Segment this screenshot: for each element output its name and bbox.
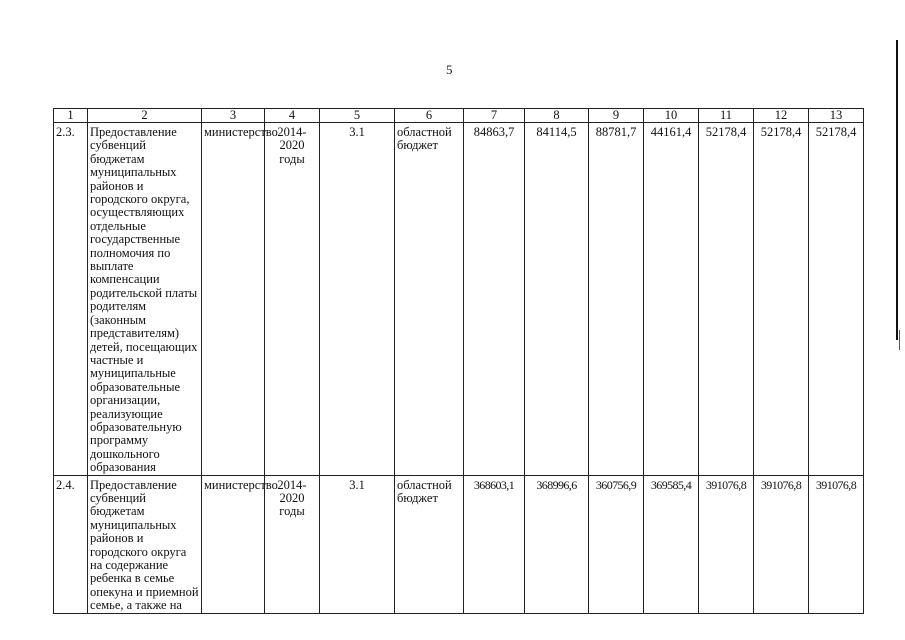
header-cell: 6 [395,109,464,123]
table-row [54,475,864,613]
header-cell: 4 [265,109,320,123]
header-cell: 9 [589,109,644,123]
row-number: 2.3. [54,123,88,476]
measure-name: Предоставление субвенций бюджетам муниципальных районов и городского округа на содержание ребенка в семье опекуна и приемной семье, а также на [88,475,202,613]
executor-cell: министерство [202,475,265,613]
header-row [54,109,864,123]
value-cell: 391076,8 [809,475,864,613]
value-cell: 368996,6 [525,475,589,613]
period-cell: 2014-2020 годы [265,123,320,476]
header-cell: 3 [202,109,265,123]
code-cell: 3.1 [320,475,395,613]
header-cell: 2 [88,109,202,123]
value-cell: 52178,4 [699,123,754,476]
funding-source-cell: областной бюджет [395,123,464,476]
scan-edge-line-lower [899,330,900,350]
table-row [54,123,864,476]
header-cell: 12 [754,109,809,123]
funding-source-cell: областной бюджет [395,475,464,613]
value-cell: 88781,7 [589,123,644,476]
scan-edge-line [896,40,898,340]
executor-cell: министерство [202,123,265,476]
value-cell: 52178,4 [809,123,864,476]
header-cell: 5 [320,109,395,123]
value-cell: 369585,4 [644,475,699,613]
period-cell: 2014-2020 годы [265,475,320,613]
code-cell: 3.1 [320,123,395,476]
budget-table [53,108,864,614]
value-cell: 391076,8 [754,475,809,613]
value-cell: 84114,5 [525,123,589,476]
header-cell: 8 [525,109,589,123]
measure-name: Предоставление субвенций бюджетам муниципальных районов и городского округа, осуществляющих отдельные государственные полномочия по выплате компенсации родительской платы родителям (законным представителям) детей, посещающих частные и муниципальные образовательные организации, реализующие образовательную программу дошкольного образования [88,123,202,476]
header-cell: 1 [54,109,88,123]
value-cell: 360756,9 [589,475,644,613]
row-number: 2.4. [54,475,88,613]
value-cell: 52178,4 [754,123,809,476]
value-cell: 84863,7 [464,123,525,476]
header-cell: 10 [644,109,699,123]
header-cell: 7 [464,109,525,123]
value-cell: 391076,8 [699,475,754,613]
value-cell: 368603,1 [464,475,525,613]
value-cell: 44161,4 [644,123,699,476]
header-cell: 11 [699,109,754,123]
header-cell: 13 [809,109,864,123]
page-number: 5 [446,62,453,77]
